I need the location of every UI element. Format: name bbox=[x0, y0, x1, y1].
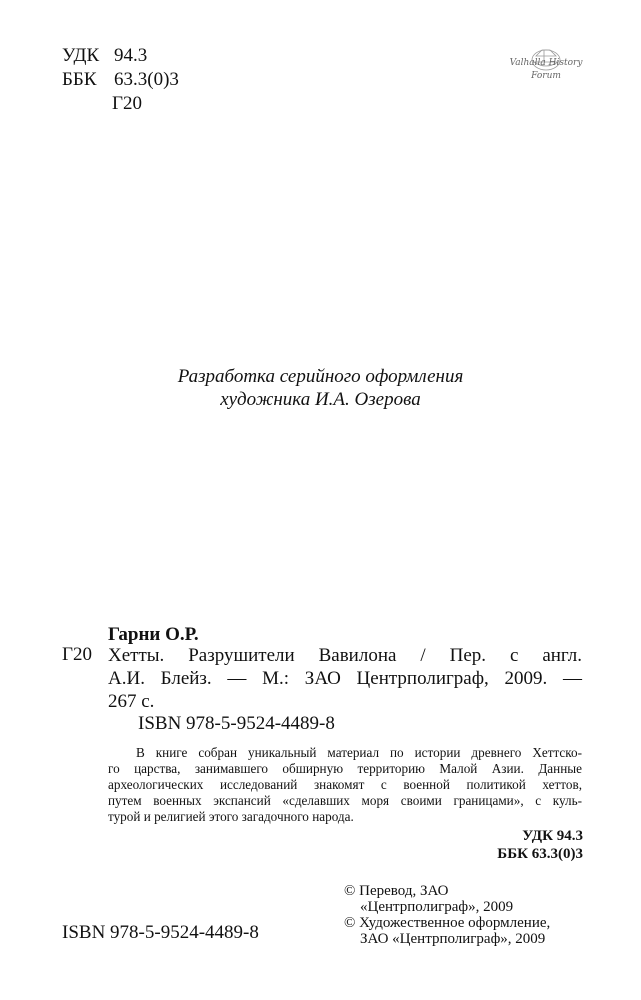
abstract-line: го царства, занимавшего обширную территорию Малой Азии. Данные bbox=[108, 761, 582, 776]
udk-code-bottom: УДК 94.3 bbox=[522, 828, 583, 844]
udk-value: 94.3 bbox=[114, 45, 148, 66]
isbn-catalog: ISBN 978-5-9524-4489-8 bbox=[138, 713, 335, 734]
udk-row bbox=[62, 44, 179, 68]
bbk-label: ББК bbox=[62, 69, 97, 90]
bbk-value: 63.3(0)3 bbox=[114, 69, 179, 90]
series-credit-line-1: Разработка серийного оформления bbox=[177, 366, 464, 387]
abstract-line: турой и религией этого загадочного народа. bbox=[108, 809, 354, 824]
series-credit-line-2: художника И.А. Озерова bbox=[220, 389, 421, 410]
isbn-bottom: ISBN 978-5-9524-4489-8 bbox=[62, 922, 259, 943]
series-design-credit bbox=[0, 365, 641, 411]
watermark-logo bbox=[506, 48, 586, 86]
copyright-notices bbox=[344, 883, 550, 947]
abstract-line: археологических исследований знакомят с военной политикой хеттов, bbox=[108, 777, 582, 792]
classification-codes-bottom bbox=[497, 827, 583, 863]
author-mark: Г20 bbox=[62, 644, 92, 665]
bibliographic-description bbox=[108, 644, 582, 713]
abstract-line: путем военных экспансий «сделавших моря своими границами», с куль- bbox=[108, 793, 582, 808]
biblio-line: 267 с. bbox=[108, 691, 155, 712]
copyright-line: ЗАО «Центрполиграф», 2009 bbox=[360, 931, 546, 947]
classification-codes bbox=[62, 44, 179, 116]
copyright-line: «Центрполиграф», 2009 bbox=[360, 899, 514, 915]
author-name: Гарни О.Р. bbox=[108, 624, 199, 645]
watermark-line2: Forum bbox=[531, 71, 561, 81]
udk-label: УДК bbox=[62, 45, 100, 66]
abstract-line: В книге собран уникальный материал по истории древнего Хеттско- bbox=[136, 745, 582, 760]
biblio-line: А.И. Блейз. — М.: ЗАО Центрполиграф, 2009. — bbox=[108, 668, 582, 689]
bbk-code-bottom: ББК 63.3(0)3 bbox=[497, 846, 583, 862]
bbk-row bbox=[62, 68, 179, 92]
author-mark-top: Г20 bbox=[112, 93, 142, 114]
ship-logo-watermark-icon bbox=[506, 48, 586, 86]
copyright-line: © Перевод, ЗАО bbox=[344, 883, 449, 899]
watermark-line1: Valhalla History bbox=[509, 58, 583, 68]
biblio-line: Хетты. Разрушители Вавилона / Пер. с англ. bbox=[108, 645, 582, 666]
copyright-line: © Художественное оформление, bbox=[344, 915, 551, 931]
book-abstract bbox=[108, 745, 582, 825]
